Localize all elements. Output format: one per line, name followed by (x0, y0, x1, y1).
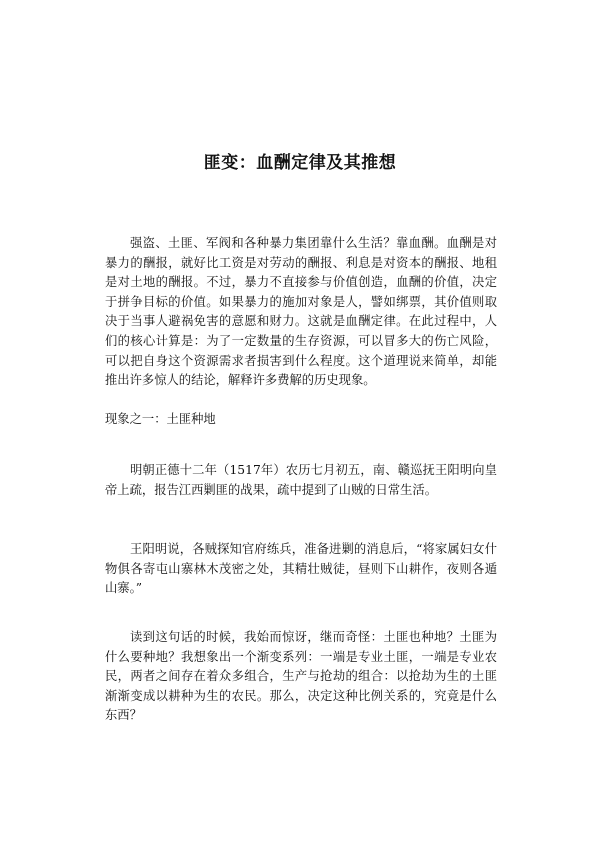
paragraph-wang-yangming-quote: 王阳明说，各贼探知官府练兵，准备进剿的消息后，“将家属妇女什物俱各寄屯山寨林木茂密之处，其精壮贼徒，昼则下山耕作，夜则各遁山寨。” (105, 542, 497, 596)
section-heading: 现象之一：土匪种地 (105, 412, 216, 426)
paragraph-ming-dynasty: 明朝正德十二年（1517年）农历七月初五，南、赣巡抚王阳明向皇帝上疏，报告江西剿匪的战果，疏中提到了山贼的日常生活。 (105, 463, 497, 497)
page-title: 匪变：血酬定律及其推想 (203, 153, 397, 173)
paragraph-intro: 强盗、土匪、军阀和各种暴力集团靠什么生活？靠血酬。血酬是对暴力的酬报，就好比工资是对劳动的酬报、利息是对资本的酬报、地租是对土地的酬报。不过，暴力不直接参与价值创造，血酬的价值，决定于拼争目标的价值。如果暴力的施加对象是人，譬如绑票，其价值则取决于当事人避祸免害的意愿和财力。这就是血酬定律。在此过程中，人们的核心计算是：为了一定数量的生存资源，可以冒多大的伤亡风险，可以把自身这个资源需求者损害到什么程度。这个道理说来简单，却能推出许多惊人的结论，解释许多费解的历史现象。 (105, 236, 497, 388)
paragraph-reflection: 读到这句话的时候，我始而惊讶，继而奇怪：土匪也种地？土匪为什么要种地？我想象出一个渐变系列：一端是专业土匪，一端是专业农民，两者之间存在着众多组合，生产与抢劫的组合：以抢劫为生的土匪渐渐变成以耕种为生的农民。那么，决定这种比例关系的，究竟是什么东西？ (105, 630, 497, 723)
